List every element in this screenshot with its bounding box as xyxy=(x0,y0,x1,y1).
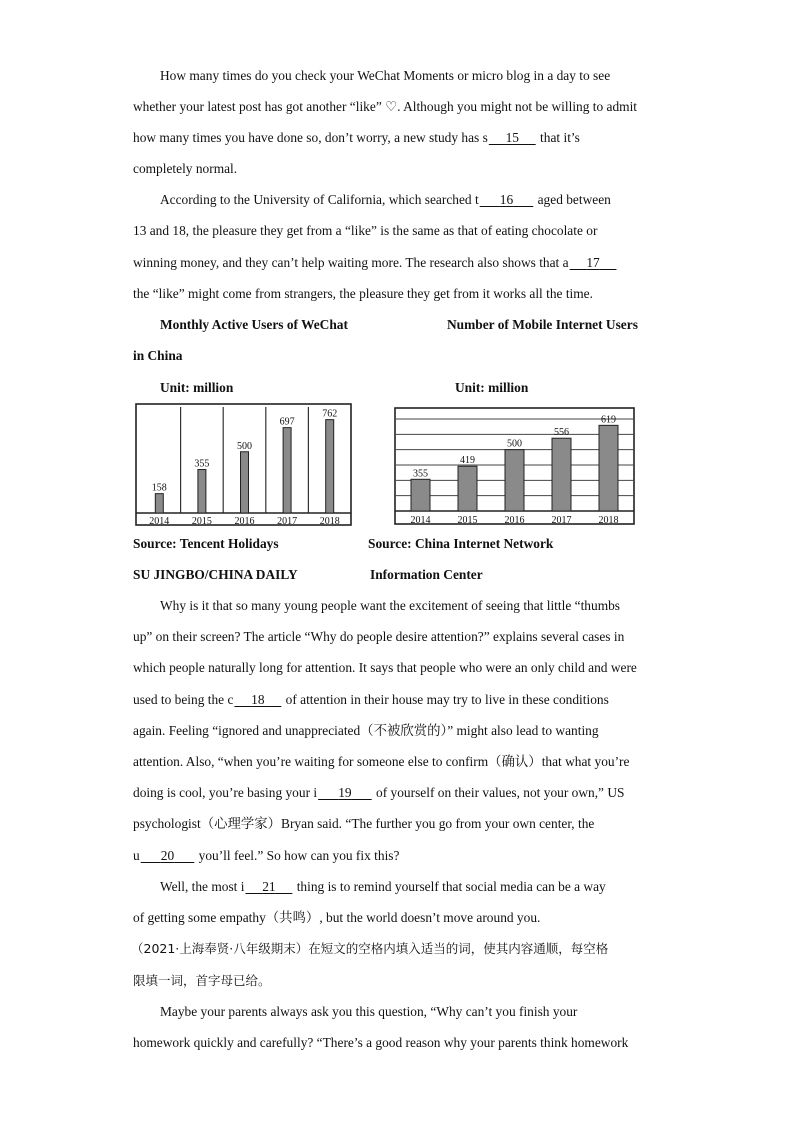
p5-line-1: Maybe your parents always ask you this question, “Why can’t you finish your xyxy=(160,1004,578,1019)
exam-instruction-line-1: （2021·上海奉贤·八年级期末）在短文的空格内填入适当的词，使其内容通顺，每空格 xyxy=(131,941,609,956)
x-tick-label: 2015 xyxy=(191,516,212,527)
p3-line-5: again. Feeling “ignored and unappreciated（不被欣赏的）” might also lead to wanting xyxy=(133,723,599,738)
p3-line-9-text: u xyxy=(133,848,140,863)
p3-line-8: psychologist（心理学家）Bryan said. “The further you go from your own center, the xyxy=(133,816,595,831)
bar-value-label: 556 xyxy=(554,427,569,439)
blank-15-number: 15 xyxy=(505,130,519,145)
p3-line-4-text: used to being the c xyxy=(133,692,234,707)
bar-2016 xyxy=(241,452,249,513)
blank-18[interactable] xyxy=(233,692,282,708)
bar-2018 xyxy=(599,425,618,511)
x-tick-label: 2018 xyxy=(598,515,619,526)
p5-line-2: homework quickly and carefully? “There’s a good reason why your parents think homework xyxy=(133,1035,629,1050)
bar-2017 xyxy=(552,438,571,511)
chart-left-title: Monthly Active Users of WeChat xyxy=(160,317,348,332)
x-tick-label: 2017 xyxy=(551,515,572,526)
bar-value-label: 355 xyxy=(194,458,210,470)
x-tick-label: 2016 xyxy=(504,515,525,526)
chart-right-source: Source: China Internet Network xyxy=(368,536,554,551)
x-tick-label: 2016 xyxy=(234,516,255,527)
p2-line-2: 13 and 18, the pleasure they get from a “like” is the same as that of eating chocolate or xyxy=(133,223,598,238)
bar-value-label: 355 xyxy=(413,468,428,480)
p2-line-1-end: aged between xyxy=(534,192,611,207)
p3-line-6: attention. Also, “when you’re waiting for someone else to confirm（确认）that what you’re xyxy=(133,754,630,769)
bar-2014 xyxy=(411,479,430,511)
chart-right-source-2: Information Center xyxy=(370,567,483,582)
x-tick-label: 2018 xyxy=(319,516,340,527)
blank-20[interactable] xyxy=(140,848,196,864)
bar-value-label: 762 xyxy=(322,408,338,420)
p1-line-3-text: how many times you have done so, don’t worry, a new study has s xyxy=(133,130,488,145)
chart-left-source: Source: Tencent Holidays xyxy=(133,536,279,551)
p3-line-4 xyxy=(133,692,609,708)
bar-value-label: 158 xyxy=(151,482,167,494)
p3-line-7-end: of yourself on their values, not your own,” US xyxy=(372,785,625,800)
p3-line-4-end: of attention in their house may try to live in these conditions xyxy=(282,692,609,707)
blank-17[interactable] xyxy=(569,255,618,271)
chart-left-unit: Unit: million xyxy=(160,380,234,395)
p2-line-3 xyxy=(133,255,617,271)
exam-instruction-line-2: 限填一词，首字母已给。 xyxy=(133,973,271,988)
wechat-users-chart xyxy=(135,403,353,527)
bar-2015 xyxy=(458,466,477,511)
p3-line-3: which people naturally long for attention. It says that people who were an only child and were xyxy=(133,660,637,675)
p4-line-1-end: thing is to remind yourself that social media can be a way xyxy=(293,879,606,894)
p1-line-2: whether your latest post has got another “like” ♡. Although you might not be willing to admit xyxy=(133,99,638,114)
blank-19[interactable] xyxy=(317,785,373,801)
bar-value-label: 500 xyxy=(507,438,522,450)
blank-21[interactable] xyxy=(244,879,293,895)
p3-line-1: Why is it that so many young people want the excitement of seeing that little “thumbs xyxy=(160,598,621,613)
bar-value-label: 619 xyxy=(601,414,616,426)
p1-line-3-end: that it’s xyxy=(536,130,580,145)
p3-line-7 xyxy=(133,785,624,801)
p2-line-1-text: According to the University of California, which searched t xyxy=(160,192,479,207)
p1-line-4: completely normal. xyxy=(133,161,238,176)
bar-value-label: 419 xyxy=(460,455,475,467)
blank-17-number: 17 xyxy=(586,255,600,270)
bar-2017 xyxy=(283,428,291,513)
x-tick-label: 2017 xyxy=(277,516,298,527)
chart-left-source-2: SU JINGBO/CHINA DAILY xyxy=(133,567,298,582)
chart-right-unit: Unit: million xyxy=(455,380,529,395)
p3-line-2: up” on their screen? The article “Why do people desire attention?” explains several cases in xyxy=(133,629,625,644)
p3-line-7-text: doing is cool, you’re basing your i xyxy=(133,785,318,800)
bar-value-label: 697 xyxy=(279,416,295,428)
p2-line-4: the “like” might come from strangers, the pleasure they get from it works all the time. xyxy=(133,286,593,301)
x-tick-label: 2015 xyxy=(457,515,478,526)
p3-line-9-end: you’ll feel.” So how can you fix this? xyxy=(195,848,400,863)
p1-line-3 xyxy=(133,130,580,146)
bar-value-label: 500 xyxy=(237,440,252,452)
bar-2018 xyxy=(326,420,334,513)
p1-line-1: How many times do you check your WeChat Moments or micro blog in a day to see xyxy=(160,68,611,83)
bar-2015 xyxy=(198,470,206,513)
p4-line-1 xyxy=(160,879,606,895)
p3-line-9 xyxy=(133,848,399,864)
blank-15[interactable] xyxy=(488,130,537,146)
p2-line-1 xyxy=(160,192,611,208)
mobile-users-chart xyxy=(394,407,636,526)
chart-right-title: Number of Mobile Internet Users xyxy=(447,317,638,332)
blank-21-number: 21 xyxy=(262,879,276,894)
blank-16-number: 16 xyxy=(499,192,514,207)
p2-line-3-text: winning money, and they can’t help waiting more. The research also shows that a xyxy=(133,255,569,270)
chart-right-title-cont: in China xyxy=(133,348,183,363)
blank-18-number: 18 xyxy=(251,692,265,707)
x-tick-label: 2014 xyxy=(410,515,431,526)
blank-20-number: 20 xyxy=(160,848,175,863)
blank-19-number: 19 xyxy=(338,785,352,800)
x-tick-label: 2014 xyxy=(149,516,170,527)
bar-2014 xyxy=(155,494,163,513)
blank-16[interactable] xyxy=(479,192,535,208)
bar-2016 xyxy=(505,450,524,511)
p4-line-2: of getting some empathy（共鸣）, but the world doesn’t move around you. xyxy=(133,910,541,925)
p4-line-1-text: Well, the most i xyxy=(160,879,245,894)
